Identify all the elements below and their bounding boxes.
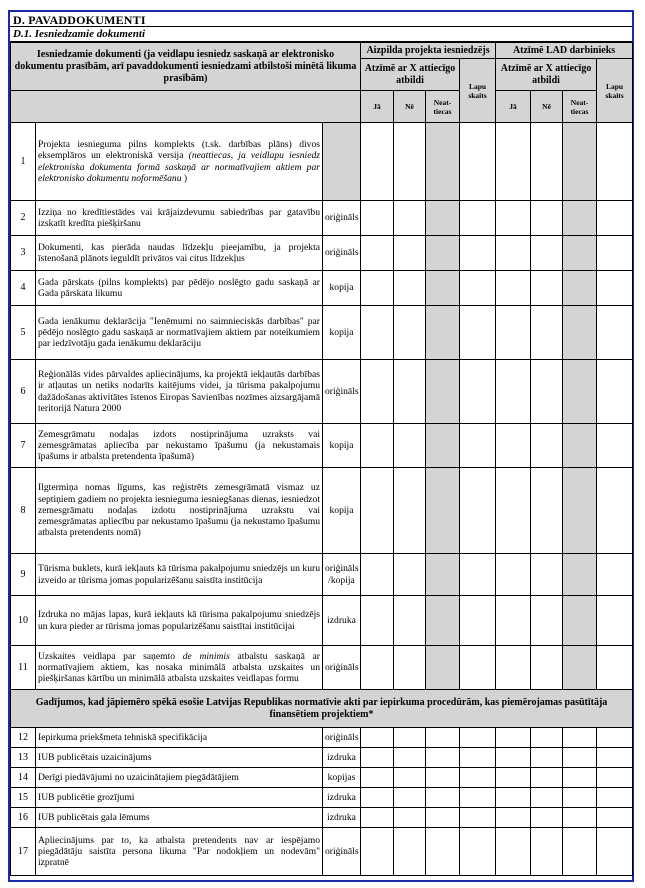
row-number: 15: [11, 788, 36, 808]
procurement-row: [11, 690, 633, 728]
lad-yes-cell[interactable]: [496, 360, 531, 424]
document-type: oriģināls: [323, 360, 361, 424]
description-text: Ilgtermiņa nomas līgums, kas reģistrēts zemesgrāmatā vismaz uz septiņiem gadiem no projekta iesnieguma iesniegšanas dienas, iesniedzot zemesgrāmatu nodaļas izdotu nostiprinājuma uzrakstu vai zemesgrāmatas apliecību par nekustamo īpašumu (ja nekustamo īpašumu atbalsta pretendents nomā): [38, 482, 320, 539]
lad-pages-cell[interactable]: [597, 828, 633, 876]
document-type: izdruka: [323, 788, 361, 808]
applicant-pages-cell[interactable]: [460, 306, 496, 360]
lad-pages-cell[interactable]: [597, 728, 633, 748]
header-yes-applicant: Jā: [361, 91, 394, 123]
applicant-na-cell[interactable]: [426, 306, 460, 360]
applicant-na-cell[interactable]: [426, 728, 460, 748]
document-type: kopijas: [323, 768, 361, 788]
lad-yes-cell[interactable]: [496, 828, 531, 876]
lad-pages-cell[interactable]: [597, 236, 633, 271]
lad-yes-cell[interactable]: [496, 646, 531, 690]
applicant-na-cell[interactable]: [426, 360, 460, 424]
applicant-yes-cell[interactable]: [361, 424, 394, 468]
applicant-yes-cell[interactable]: [361, 768, 394, 788]
lad-no-cell[interactable]: [531, 646, 563, 690]
lad-na-cell[interactable]: [563, 123, 597, 201]
applicant-yes-cell[interactable]: [361, 306, 394, 360]
lad-na-cell[interactable]: [563, 646, 597, 690]
applicant-pages-cell[interactable]: [460, 360, 496, 424]
procurement-note: Gadījumos, kad jāpiemēro spēkā esošie Latvijas Republikas normatīvie akti par iepirkuma procedūrām, kas piemērojamas pasūtītāja finansētiem projektiem*: [11, 690, 633, 728]
document-type: oriģināls /kopija: [323, 554, 361, 596]
applicant-na-cell[interactable]: [426, 424, 460, 468]
header-blank: [11, 91, 361, 123]
lad-na-cell[interactable]: [563, 424, 597, 468]
lad-yes-cell[interactable]: [496, 768, 531, 788]
lad-no-cell[interactable]: [531, 201, 563, 236]
header-lad: Atzīmē LAD darbinieks: [496, 43, 633, 59]
applicant-no-cell[interactable]: [394, 748, 426, 768]
row-number: 2: [11, 201, 36, 236]
row-description: [36, 360, 323, 424]
applicant-na-cell[interactable]: [426, 596, 460, 646]
header-pages-applicant: Lapu skaits: [460, 59, 496, 123]
applicant-no-cell[interactable]: [394, 646, 426, 690]
applicant-no-cell[interactable]: [394, 424, 426, 468]
lad-na-cell[interactable]: [563, 554, 597, 596]
row-number: 5: [11, 306, 36, 360]
lad-yes-cell[interactable]: [496, 424, 531, 468]
document-type: oriģināls: [323, 728, 361, 748]
row-number: 13: [11, 748, 36, 768]
applicant-na-cell[interactable]: [426, 748, 460, 768]
row-number: 7: [11, 424, 36, 468]
description-text: Reģionālās vides pārvaldes apliecinājums, ka projektā iekļautās darbības ir atļautas un netiks nodarīts kaitējums videi, ja tūrisma pakalpojumu dažādošanas aktivitātes īstenos Eiropas Savienības nozīmes aizsargājamā teritorijā Natura 2000: [38, 369, 320, 414]
table-row: [11, 306, 633, 360]
row-number: 17: [11, 828, 36, 876]
lad-no-cell[interactable]: [531, 828, 563, 876]
lad-no-cell[interactable]: [531, 236, 563, 271]
applicant-no-cell[interactable]: [394, 554, 426, 596]
applicant-yes-cell[interactable]: [361, 468, 394, 554]
row-number: 12: [11, 728, 36, 748]
document-type: izdruka: [323, 596, 361, 646]
applicant-yes-cell[interactable]: [361, 728, 394, 748]
applicant-yes-cell[interactable]: [361, 271, 394, 306]
applicant-pages-cell[interactable]: [460, 728, 496, 748]
lad-no-cell[interactable]: [531, 808, 563, 828]
lad-pages-cell[interactable]: [597, 123, 633, 201]
row-number: 16: [11, 808, 36, 828]
description-italic: de minimis: [182, 650, 230, 662]
row-number: 14: [11, 768, 36, 788]
header-no-lad: Nē: [531, 91, 563, 123]
table-row: [11, 808, 633, 828]
header-applicant: Aizpilda projekta iesniedzējs: [361, 43, 496, 59]
applicant-no-cell[interactable]: [394, 468, 426, 554]
row-description: [36, 201, 323, 236]
header-no-applicant: Nē: [394, 91, 426, 123]
description-text: Tūrisma buklets, kurā iekļauts kā tūrisma pakalpojumu sniedzējs un kuru izveido ar tūrisma jomas popularizēšanu saistīta institūcija: [38, 563, 320, 586]
section-title: D. PAVADDOKUMENTI: [13, 13, 146, 27]
applicant-pages-cell[interactable]: [460, 201, 496, 236]
row-description: [36, 123, 323, 201]
table-row: [11, 646, 633, 690]
row-description: [36, 306, 323, 360]
lad-no-cell[interactable]: [531, 424, 563, 468]
lad-na-cell[interactable]: [563, 236, 597, 271]
lad-pages-cell[interactable]: [597, 768, 633, 788]
applicant-yes-cell[interactable]: [361, 748, 394, 768]
applicant-no-cell[interactable]: [394, 271, 426, 306]
description-text: Zemesgrāmatu nodaļas izdots nostiprinājuma uzraksts vai zemesgrāmatas apliecība par nekustamo īpašumu (ja nekustamais īpašums ir atbalsta pretendenta īpašumā): [38, 428, 320, 463]
applicant-pages-cell[interactable]: [460, 748, 496, 768]
document-type: oriģināls: [323, 646, 361, 690]
lad-no-cell[interactable]: [531, 596, 563, 646]
lad-yes-cell[interactable]: [496, 728, 531, 748]
lad-yes-cell[interactable]: [496, 748, 531, 768]
document-type: oriģināls: [323, 201, 361, 236]
description-text: Izdruka no mājas lapas, kurā iekļauts kā tūrisma pakalpojumu sniedzējs un kura pieder ar tūrisma jomas popularizēšanu saistītai institūcijai: [38, 609, 320, 632]
applicant-pages-cell[interactable]: [460, 554, 496, 596]
table-row: [11, 271, 633, 306]
document-type: [323, 123, 361, 201]
row-description: [36, 646, 323, 690]
table-row: [11, 554, 633, 596]
lad-yes-cell[interactable]: [496, 306, 531, 360]
lad-yes-cell[interactable]: [496, 236, 531, 271]
applicant-no-cell[interactable]: [394, 201, 426, 236]
applicant-yes-cell[interactable]: [361, 646, 394, 690]
applicant-yes-cell[interactable]: [361, 236, 394, 271]
applicant-no-cell[interactable]: [394, 808, 426, 828]
row-description: IUB publicētais gala lēmums: [36, 808, 323, 828]
applicant-na-cell[interactable]: [426, 201, 460, 236]
row-description: [36, 596, 323, 646]
applicant-na-cell[interactable]: [426, 768, 460, 788]
description-text: Projekta iesnieguma pilns komplekts (t.sk. darbības plāns) divos eksemplāros un elektroniskā versija: [38, 139, 320, 162]
description-italic: (neattiecas, ja veidlapu iesniedz elektroniska dokumenta formā saskaņā ar normatīvajiem aktiem par elektronisko dokumentu noformēšanu: [38, 150, 320, 184]
lad-na-cell[interactable]: [563, 201, 597, 236]
applicant-na-cell[interactable]: [426, 788, 460, 808]
table-row: [11, 201, 633, 236]
document-type: izdruka: [323, 808, 361, 828]
applicant-yes-cell[interactable]: [361, 554, 394, 596]
row-number: 3: [11, 236, 36, 271]
row-number: 1: [11, 123, 36, 201]
lad-no-cell[interactable]: [531, 271, 563, 306]
applicant-no-cell[interactable]: [394, 306, 426, 360]
row-description: IUB publicētais uzaicinājums: [36, 748, 323, 768]
description-text: Dokumenti, kas pierāda naudas līdzekļu pieejamību, ja projekta īstenošanā plānots ieguldīt privātos vai citus līdzekļus: [38, 241, 320, 264]
lad-pages-cell[interactable]: [597, 788, 633, 808]
applicant-no-cell[interactable]: [394, 236, 426, 271]
applicant-na-cell[interactable]: [426, 123, 460, 201]
description-text: Gada pārskats (pilns komplekts) par pēdējo noslēgto gadu saskaņā ar Gada pārskata likumu: [38, 276, 320, 299]
row-number: 10: [11, 596, 36, 646]
lad-na-cell[interactable]: [563, 788, 597, 808]
applicant-na-cell[interactable]: [426, 554, 460, 596]
lad-na-cell[interactable]: [563, 748, 597, 768]
lad-yes-cell[interactable]: [496, 788, 531, 808]
row-description: Apliecinājums par to, ka atbalsta pretendents nav ar iespējamo piegādātāju saistīta persona likuma "Par nodokļiem un nodevām" izpratnē: [36, 828, 323, 876]
lad-pages-cell[interactable]: [597, 646, 633, 690]
lad-no-cell[interactable]: [531, 468, 563, 554]
lad-no-cell[interactable]: [531, 728, 563, 748]
lad-na-cell[interactable]: [563, 728, 597, 748]
table-row: [11, 468, 633, 554]
applicant-no-cell[interactable]: [394, 828, 426, 876]
applicant-pages-cell[interactable]: [460, 236, 496, 271]
lad-pages-cell[interactable]: [597, 306, 633, 360]
lad-pages-cell[interactable]: [597, 271, 633, 306]
applicant-yes-cell[interactable]: [361, 828, 394, 876]
lad-pages-cell[interactable]: [597, 748, 633, 768]
section-subtitle: D.1. Iesniedzamie dokumenti: [13, 28, 146, 40]
header-na-lad: Neat-tiecas: [563, 91, 597, 123]
lad-pages-cell[interactable]: [597, 468, 633, 554]
applicant-pages-cell[interactable]: [460, 424, 496, 468]
applicant-na-cell[interactable]: [426, 468, 460, 554]
lad-no-cell[interactable]: [531, 788, 563, 808]
table-row: [11, 123, 633, 201]
applicant-pages-cell[interactable]: [460, 828, 496, 876]
lad-no-cell[interactable]: [531, 554, 563, 596]
lad-yes-cell[interactable]: [496, 596, 531, 646]
applicant-pages-cell[interactable]: [460, 271, 496, 306]
header-documents: Iesniedzamie dokumenti (ja veidlapu iesniedz saskaņā ar elektronisko dokumentu prasībām, arī pavaddokumenti iesniedzami atbilstoši minētā likuma prasībām): [11, 43, 361, 91]
table-row: [11, 768, 633, 788]
lad-no-cell[interactable]: [531, 748, 563, 768]
description-tail: atbalstu saskaņā ar normatīvajiem aktiem, kas nosaka minimālā atbalsta uzskaites un piešķiršanas kārtību un minimālā atbalsta uzskaites veidlapas formu: [38, 650, 320, 685]
document-type: kopija: [323, 424, 361, 468]
table-row: [11, 236, 633, 271]
applicant-pages-cell[interactable]: [460, 123, 496, 201]
row-number: 4: [11, 271, 36, 306]
applicant-no-cell[interactable]: [394, 788, 426, 808]
document-type: kopija: [323, 271, 361, 306]
lad-yes-cell[interactable]: [496, 123, 531, 201]
applicant-yes-cell[interactable]: [361, 201, 394, 236]
row-number: 8: [11, 468, 36, 554]
lad-pages-cell[interactable]: [597, 360, 633, 424]
table-row: [11, 728, 633, 748]
description-text: Uzskaites veidlapa par saņemto: [38, 650, 183, 662]
lad-na-cell[interactable]: [563, 468, 597, 554]
applicant-na-cell[interactable]: [426, 271, 460, 306]
row-description: IUB publicētie grozījumi: [36, 788, 323, 808]
row-number: 6: [11, 360, 36, 424]
description-text: Gada ienākumu deklarācija "Ienēmumi no saimnieciskās darbības" par pēdējo noslēgto gadu saskaņā ar normatīvajiem aktiem par noteikumiem par iedzīvotāju gada ienākumu deklarāciju: [38, 315, 320, 350]
lad-no-cell[interactable]: [531, 306, 563, 360]
lad-pages-cell[interactable]: [597, 424, 633, 468]
applicant-yes-cell[interactable]: [361, 808, 394, 828]
table-row: [11, 360, 633, 424]
row-description: [36, 424, 323, 468]
header-na-applicant: Neat-tiecas: [426, 91, 460, 123]
lad-yes-cell[interactable]: [496, 201, 531, 236]
row-description: [36, 468, 323, 554]
header-yes-lad: Jā: [496, 91, 531, 123]
applicant-no-cell[interactable]: [394, 728, 426, 748]
lad-na-cell[interactable]: [563, 808, 597, 828]
lad-yes-cell[interactable]: [496, 468, 531, 554]
row-description: [36, 271, 323, 306]
applicant-pages-cell[interactable]: [460, 468, 496, 554]
applicant-na-cell[interactable]: [426, 646, 460, 690]
title-divider: [10, 26, 632, 27]
document-type: izdruka: [323, 748, 361, 768]
lad-no-cell[interactable]: [531, 123, 563, 201]
lad-no-cell[interactable]: [531, 768, 563, 788]
lad-pages-cell[interactable]: [597, 201, 633, 236]
lad-yes-cell[interactable]: [496, 554, 531, 596]
table-row: [11, 748, 633, 768]
lad-pages-cell[interactable]: [597, 808, 633, 828]
row-description: Derīgi piedāvājumi no uzaicinātajiem piegādātājiem: [36, 768, 323, 788]
applicant-no-cell[interactable]: [394, 596, 426, 646]
lad-na-cell[interactable]: [563, 768, 597, 788]
document-type: kopija: [323, 468, 361, 554]
applicant-na-cell[interactable]: [426, 828, 460, 876]
table-row: [11, 828, 633, 876]
lad-yes-cell[interactable]: [496, 808, 531, 828]
header-pages-lad: Lapu skaits: [597, 59, 633, 123]
lad-na-cell[interactable]: [563, 360, 597, 424]
applicant-yes-cell[interactable]: [361, 360, 394, 424]
header-mark-applicant: Atzīmē ar X attiecīgo atbildi: [361, 59, 460, 91]
row-description: Iepirkuma priekšmeta tehniskā specifikācija: [36, 728, 323, 748]
applicant-pages-cell[interactable]: [460, 768, 496, 788]
description-tail: ): [181, 172, 188, 184]
applicant-pages-cell[interactable]: [460, 646, 496, 690]
table-row: [11, 596, 633, 646]
applicant-no-cell[interactable]: [394, 360, 426, 424]
lad-pages-cell[interactable]: [597, 596, 633, 646]
applicant-pages-cell[interactable]: [460, 596, 496, 646]
applicant-na-cell[interactable]: [426, 236, 460, 271]
lad-na-cell[interactable]: [563, 828, 597, 876]
row-number: 11: [11, 646, 36, 690]
lad-yes-cell[interactable]: [496, 271, 531, 306]
row-description: [36, 236, 323, 271]
applicant-pages-cell[interactable]: [460, 808, 496, 828]
document-type: oriģināls: [323, 828, 361, 876]
row-number: 9: [11, 554, 36, 596]
header-mark-lad: Atzīmē ar X attiecīgo atbildi: [496, 59, 597, 91]
applicant-pages-cell[interactable]: [460, 788, 496, 808]
description-text: Izziņa no kredītiestādes vai krājaizdevumu sabiedrības par gatavību izskatīt kredīta piešķiršanu: [38, 206, 320, 229]
table-row: [11, 424, 633, 468]
lad-na-cell[interactable]: [563, 306, 597, 360]
lad-na-cell[interactable]: [563, 596, 597, 646]
row-description: [36, 554, 323, 596]
document-frame: [8, 10, 634, 882]
applicant-no-cell[interactable]: [394, 768, 426, 788]
document-type: kopija: [323, 306, 361, 360]
table-row: [11, 788, 633, 808]
applicant-yes-cell[interactable]: [361, 788, 394, 808]
documents-table: [10, 42, 633, 876]
lad-pages-cell[interactable]: [597, 554, 633, 596]
applicant-na-cell[interactable]: [426, 808, 460, 828]
applicant-no-cell[interactable]: [394, 123, 426, 201]
applicant-yes-cell[interactable]: [361, 596, 394, 646]
lad-na-cell[interactable]: [563, 271, 597, 306]
lad-no-cell[interactable]: [531, 360, 563, 424]
applicant-yes-cell[interactable]: [361, 123, 394, 201]
document-type: oriģināls: [323, 236, 361, 271]
